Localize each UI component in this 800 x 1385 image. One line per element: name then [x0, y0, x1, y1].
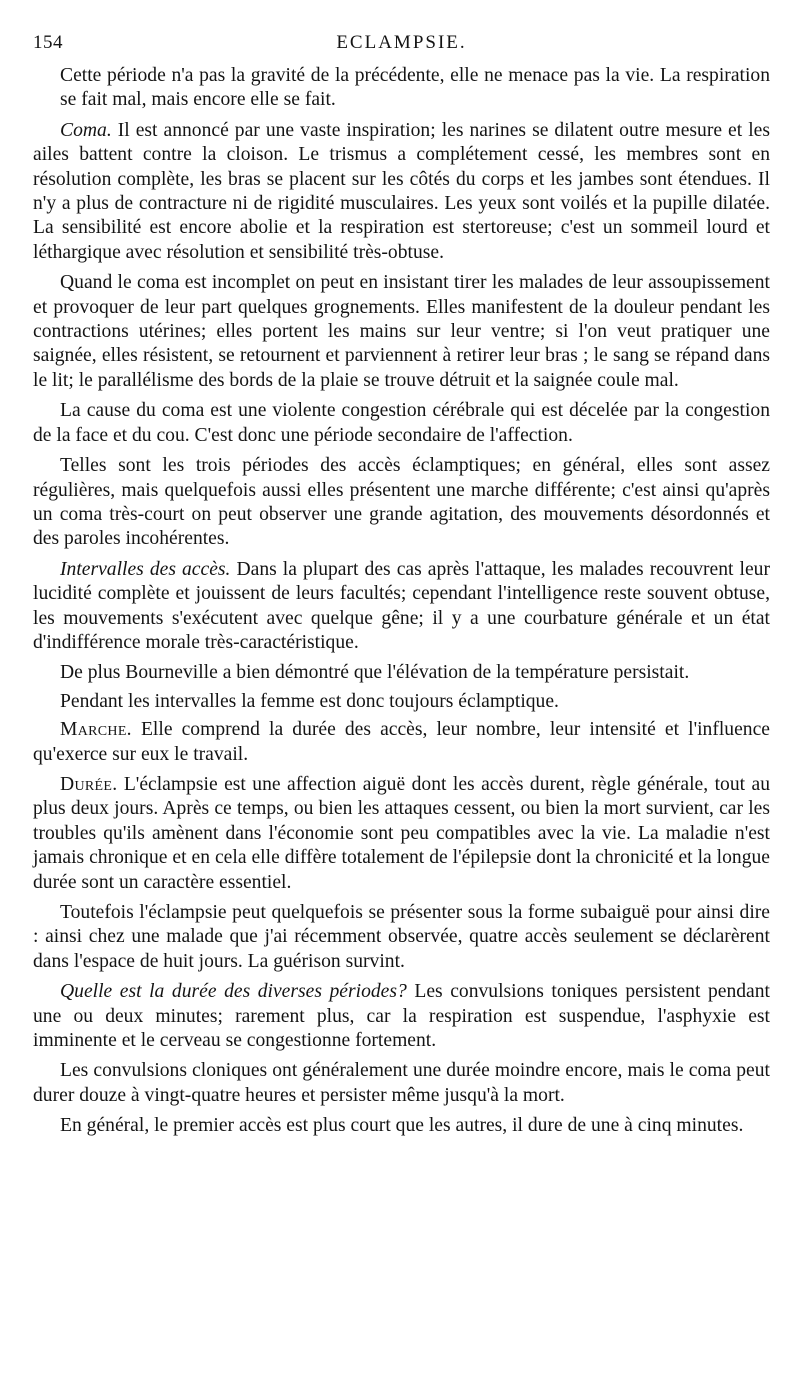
paragraph: Les convulsions cloniques ont généralement une durée moindre encore, mais le coma peut durer douze à vingt-quatre heures et persister même jusqu'à la mort.: [33, 1060, 770, 1106]
paragraph-marche: Marche. Elle comprend la durée des accès, leur nombre, leur intensité et l'influence qu'exerce sur eux le travail.: [33, 719, 770, 765]
paragraph: De plus Bourneville a bien démontré que l'élévation de la température persistait.: [60, 662, 690, 684]
paragraph: Quand le coma est incomplet on peut en insistant tirer les malades de leur assoupissement et provoquer de leur part quelques grognements. Elles manifestent de la douleur pendant les contractions utérines; elles portent les mains sur leur ventre; si l'on veut pratiquer une saignée, elles résistent, se retournent et parviennent à retirer leur bras ; le sang se répand dans le lit; le parallélisme des bords de la plaie se trouve détruit et la saignée coule mal.: [33, 272, 770, 391]
paragraph-intervalles: Intervalles des accès. Dans la plupart des cas après l'attaque, les malades recouvrent leur lucidité complète et jouissent de leurs facultés; cependant l'intelligence reste souvent obtuse, les mouvements s'exécutent avec quelque gêne; il y a une courbature générale et un état d'indifférence morale très-caractéristique.: [33, 558, 770, 653]
paragraph: Pendant les intervalles la femme est donc toujours éclamptique.: [60, 690, 559, 712]
section-lead: Coma.: [60, 119, 112, 141]
paragraph: Toutefois l'éclampsie peut quelquefois se présenter sous la forme subaiguë pour ainsi dire : ainsi chez une malade que j'ai récemment observée, quatre accès seulement se déclarèrent dans l'espace de huit jours. La guérison survint.: [33, 902, 770, 972]
section-lead: Quelle est la durée des diverses périodes?: [60, 981, 407, 1003]
section-lead: Marche.: [60, 719, 132, 741]
paragraph: En général, le premier accès est plus court que les autres, il dure de une à cinq minutes.: [60, 1115, 744, 1137]
paragraph-durees-periodes: Quelle est la durée des diverses périodes? Les convulsions toniques persistent pendant une ou deux minutes; rarement plus, car la respiration est suspendue, l'asphyxie est imminente et le cerveau se congestionne fortement.: [33, 981, 770, 1052]
page-header: [33, 30, 770, 64]
section-lead: Durée.: [60, 773, 118, 795]
page-number: 154: [33, 32, 63, 53]
paragraph-coma: Coma. Il est annoncé par une vaste inspiration; les narines se dilatent outre mesure et les ailes battent contre la cloison. Le trismus a complétement cessé, les membres sont en résolution complète, les bras se placent sur les côtés du corps et les jambes sont étendues. Il n'y a plus de contracture ni de rigidité musculaires. Les yeux sont voilés et la pupille dilatée. La sensibilité est encore abolie et la respiration est stertoreuse; c'est un sommeil lourd et léthargique avec résolution et sensibilité très-obtuse.: [33, 119, 770, 263]
paragraph: Cette période n'a pas la gravité de la précédente, elle ne menace pas la vie. La respiration se fait mal, mais encore elle se fait.: [60, 65, 770, 111]
paragraph: Telles sont les trois périodes des accès éclamptiques; en général, elles sont assez régulières, mais quelquefois aussi elles présentent une marche différente; c'est ainsi qu'après un coma très-court on peut observer une grande agitation, des mouvements désordonnés et des paroles incohérentes.: [33, 455, 770, 550]
paragraph: La cause du coma est une violente congestion cérébrale qui est décelée par la congestion de la face et du cou. C'est donc une période secondaire de l'affection.: [33, 400, 770, 446]
paragraph-duree: Durée. L'éclampsie est une affection aiguë dont les accès durent, règle générale, tout au plus deux jours. Après ce temps, ou bien les attaques cessent, ou bien la mort survient, car les troubles qu'ils amènent dans l'économie sont peu compatibles avec la vie. La maladie n'est jamais chronique et en cela elle diffère totalement de l'épilepsie dont la chronicité et la longue durée sont un caractère essentiel.: [33, 773, 770, 893]
running-title: ECLAMPSIE.: [336, 32, 467, 53]
section-lead: Intervalles des accès.: [60, 558, 231, 580]
